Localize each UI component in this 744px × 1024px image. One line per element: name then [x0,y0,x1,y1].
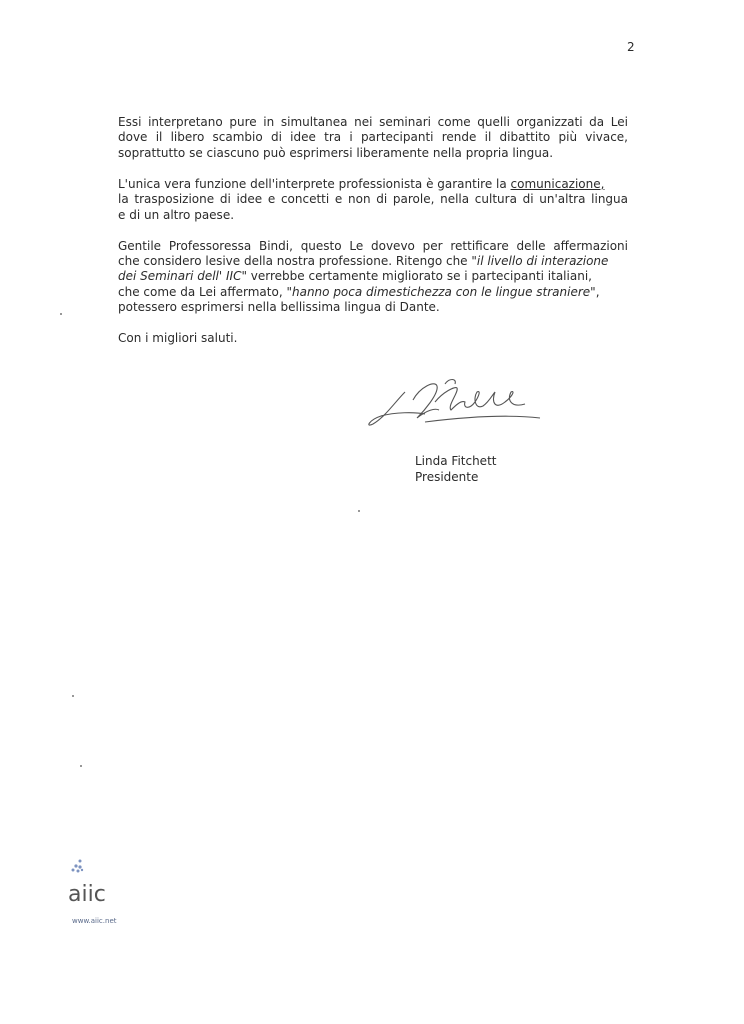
signatory-name: Linda Fitchett [415,454,497,468]
signatory-title: Presidente [415,470,479,484]
scan-speck [358,510,360,512]
text-line: soprattutto se ciascuno può esprimersi liberamente nella propria lingua. [118,145,554,160]
paragraph-2 [118,177,628,223]
signatory-block [415,453,496,485]
page-number: 2 [627,40,635,54]
aiic-logo-text: aiic [68,882,106,907]
text-run: che considero lesive della nostra professione. Ritengo che [118,253,472,268]
scan-speck [72,695,74,697]
text-run: , [595,284,600,299]
text-line [118,254,628,269]
underlined-word: comunicazione, [510,176,605,191]
text-run: che come da Lei affermato, [118,284,287,299]
aiic-logo-icon [66,858,90,880]
paragraph-3 [118,239,628,316]
quote: "il livello di interazione [471,253,609,268]
text-line [118,285,628,300]
scan-speck [80,765,82,767]
text-line: potessero esprimersi nella bellissima lingua di Dante. [118,300,440,315]
text-line: la trasposizione di idee e concetti e non di parole, nella cultura di un'altra lingua [118,192,628,207]
text-line: Essi interpretano pure in simultanea nei seminari come quelli organizzati da Lei [118,115,628,129]
closing: Con i migliori saluti. [118,331,238,346]
quote: "hanno poca dimestichezza con le lingue straniere" [286,284,596,299]
scan-speck [60,313,62,315]
letter-body [118,115,628,346]
paragraph-1 [118,115,628,161]
text-line: dove il libero scambio di idee tra i partecipanti rende il dibattito più vivace, [118,130,628,145]
text-run: L'unica vera funzione dell'interprete professionista è garantire la [118,176,511,191]
text-run: verrebbe certamente migliorato se i partecipanti italiani, [246,269,592,284]
text-line [118,269,628,284]
text-line: Gentile Professoressa Bindi, questo Le dovevo per rettificare delle affermazioni [118,238,628,253]
quote: dei Seminari dell' IIC" [118,269,247,284]
signature [365,372,545,437]
text-line: e di un altro paese. [118,207,235,222]
text-line [118,177,628,192]
footer-url: www.aiic.net [72,917,117,925]
